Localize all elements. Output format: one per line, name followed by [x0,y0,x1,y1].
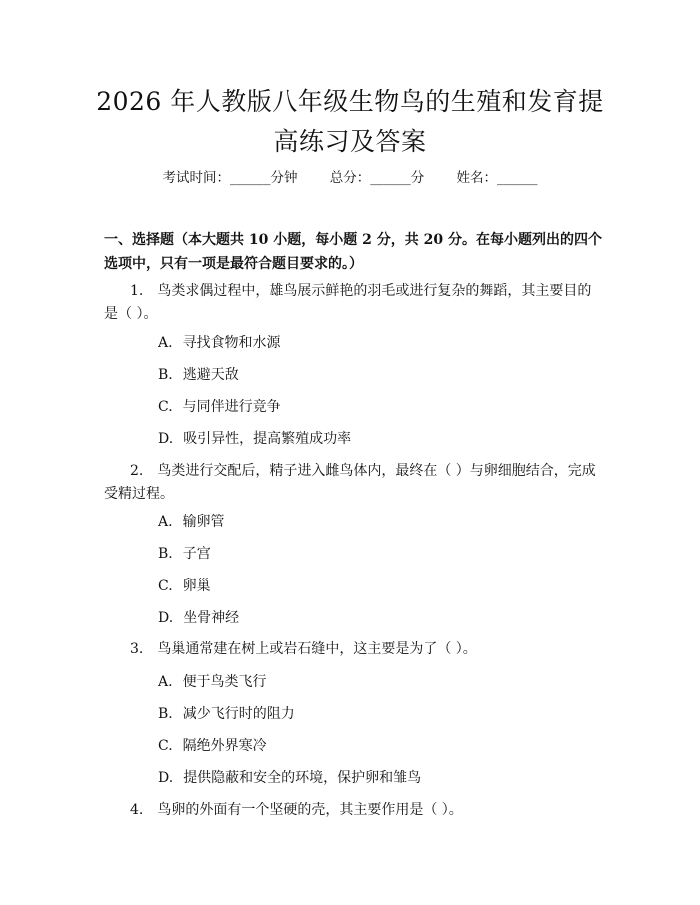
option-text: 坐骨神经 [183,610,240,626]
option-letter: B. [158,706,173,722]
option-text: 吸引异性，提高繁殖成功率 [183,431,352,447]
exam-time: 考试时间：______分钟 [162,170,298,186]
option-3c [158,736,267,756]
option-letter: B. [158,546,173,562]
option-letter: D. [158,770,174,786]
question-1 [104,280,602,326]
option-text: 与同伴进行竞争 [182,399,281,415]
title-line-1: 2026 年人教版八年级生物鸟的生殖和发育提 [96,87,604,116]
question-number: 1. [130,283,144,299]
title-line-2: 高练习及答案 [273,127,427,156]
question-3 [104,638,602,661]
option-letter: B. [158,367,173,383]
exam-name: 姓名：______ [456,170,538,186]
option-1d [158,429,351,449]
question-text: 鸟类进行交配后，精子进入雌鸟体内，最终在（ ）与卵细胞结合，完成受精过程。 [104,463,596,502]
option-text: 提供隐蔽和安全的环境，保护卵和雏鸟 [183,770,422,786]
option-text: 便于鸟类飞行 [182,674,267,690]
option-1b [158,365,239,385]
option-2b [158,544,211,564]
option-2c [158,576,211,596]
question-text: 鸟卵的外面有一个坚硬的壳，其主要作用是（ ）。 [157,802,463,818]
option-text: 隔绝外界寒冷 [182,738,267,754]
question-number: 4. [130,802,144,818]
section-heading: 一、选择题（本大题共 10 小题，每小题 2 分，共 20 分。在每小题列出的四个选项中，只有一项是最符合题目要求的。） [104,232,602,272]
option-text: 逃避天敌 [182,367,239,383]
option-text: 子宫 [182,546,211,562]
option-text: 输卵管 [182,514,225,530]
question-number: 3. [130,641,144,657]
option-letter: D. [158,610,174,626]
option-letter: A. [158,335,173,351]
document-title [90,82,610,162]
question-4 [104,799,602,822]
option-3d [158,768,421,788]
option-1a [158,333,281,353]
option-letter: A. [158,674,173,690]
question-number: 2. [130,463,144,479]
question-text: 鸟巢通常建在树上或岩石缝中，这主要是为了（ ）。 [157,641,477,657]
exam-score: 总分：______分 [329,170,425,186]
option-text: 寻找食物和水源 [182,335,281,351]
option-letter: C. [158,578,173,594]
option-letter: C. [158,399,173,415]
option-letter: D. [158,431,174,447]
option-3b [158,704,295,724]
question-2 [104,460,602,506]
option-letter: C. [158,738,173,754]
option-letter: A. [158,514,173,530]
option-2d [158,608,239,628]
option-text: 卵巢 [182,578,211,594]
option-text: 减少飞行时的阻力 [182,706,295,722]
option-1c [158,397,281,417]
option-2a [158,512,225,532]
exam-info [0,168,700,188]
question-text: 鸟类求偶过程中，雄鸟展示鲜艳的羽毛或进行复杂的舞蹈，其主要目的是（ ）。 [104,283,592,322]
option-3a [158,672,267,692]
